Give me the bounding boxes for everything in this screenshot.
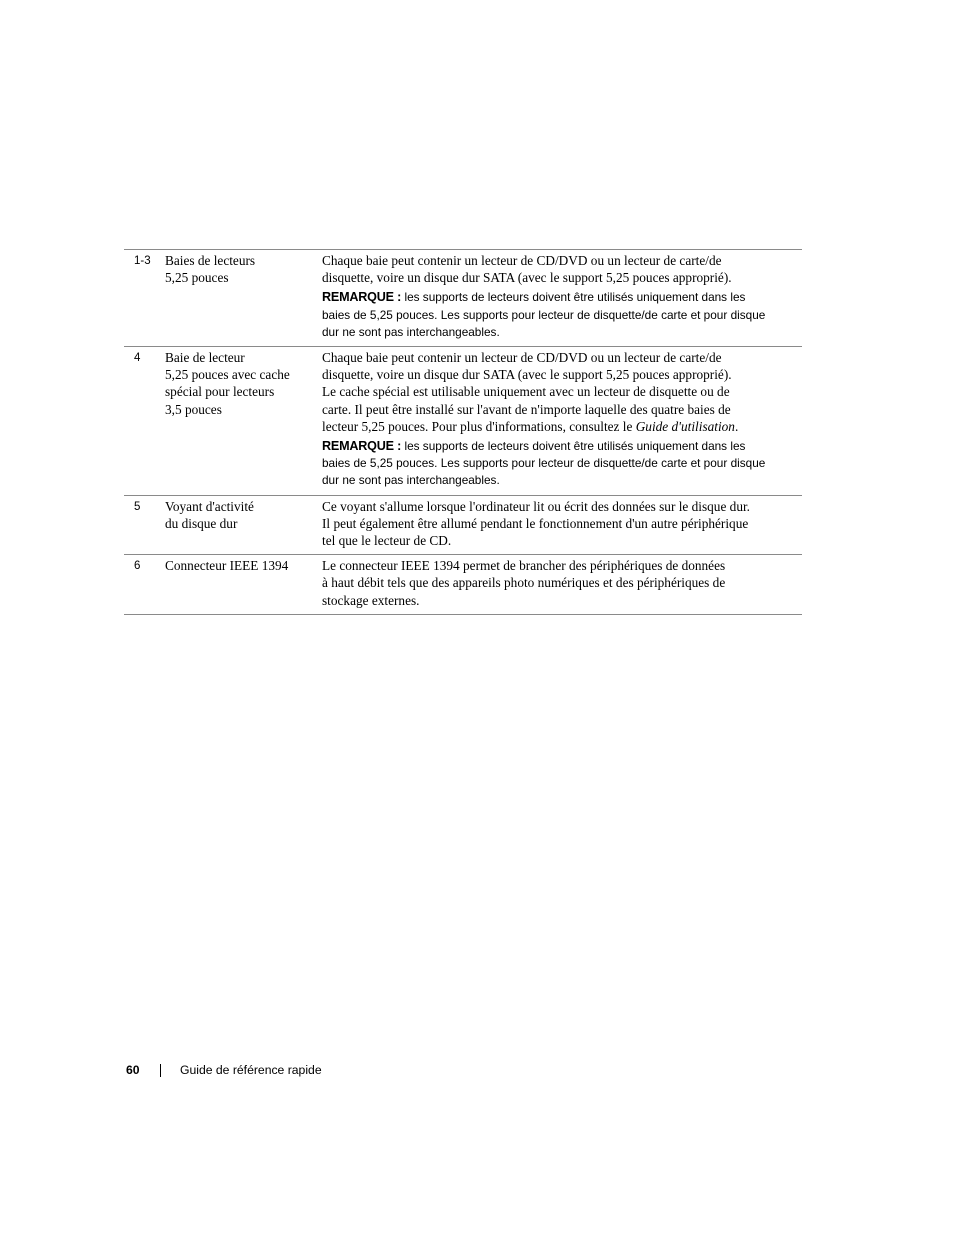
description-line: Chaque baie peut contenir un lecteur de CD/DVD ou un lecteur de carte/de [322, 253, 722, 268]
item-description [322, 252, 802, 341]
description-text: lecteur 5,25 pouces. Pour plus d'informations, consultez le [322, 418, 636, 434]
item-label-line: spécial pour lecteurs [165, 384, 275, 400]
note-label: REMARQUE : [322, 439, 402, 454]
item-label-line: Connecteur IEEE 1394 [165, 558, 289, 574]
item-label [165, 498, 322, 550]
item-label-line: 3,5 pouces [165, 401, 222, 417]
description-line: Le cache spécial est utilisable uniquement avec un lecteur de disquette ou de [322, 384, 730, 400]
footer-title: Guide de référence rapide [180, 1063, 322, 1077]
note-text: baies de 5,25 pouces. Les supports pour lecteur de disquette/de carte et pour disque [322, 307, 766, 322]
item-label-line: 5,25 pouces avec cache [165, 367, 290, 383]
description-line: Le connecteur IEEE 1394 permet de brancher des périphériques de données [322, 558, 726, 574]
footer-divider [160, 1064, 161, 1077]
item-number: 5 [134, 500, 141, 513]
table-row [124, 496, 802, 556]
page-footer [126, 1061, 322, 1079]
description-line: disquette, voire un disque dur SATA (avec le support 5,25 pouces approprié). [322, 270, 732, 286]
note-text: baies de 5,25 pouces. Les supports pour lecteur de disquette/de carte et pour disque [322, 456, 766, 471]
item-label [165, 252, 322, 341]
item-label-line: du disque dur [165, 515, 238, 531]
item-description [322, 557, 802, 609]
item-label-line: Voyant d'activité [165, 498, 254, 514]
table-row [124, 347, 802, 496]
item-number: 6 [134, 560, 141, 573]
note-label: REMARQUE : [322, 290, 402, 305]
item-label [165, 557, 322, 609]
item-label-line: Baie de lecteur [165, 350, 245, 366]
components-table [124, 249, 802, 615]
item-description [322, 498, 802, 550]
note-block [322, 289, 802, 341]
table-row [124, 555, 802, 615]
page-number: 60 [126, 1063, 140, 1077]
item-description [322, 349, 802, 490]
description-line: carte. Il peut être installé sur l'avant de n'importe laquelle des quatre baies de [322, 401, 731, 417]
description-line: Ce voyant s'allume lorsque l'ordinateur lit ou écrit des données sur le disque dur. [322, 498, 750, 514]
description-line: Il peut également être allumé pendant le fonctionnement d'un autre périphérique [322, 515, 749, 531]
item-number: 1-3 [134, 255, 151, 267]
description-line: stockage externes. [322, 592, 420, 608]
item-label [165, 349, 322, 490]
note-block [322, 438, 802, 490]
description-line: Chaque baie peut contenir un lecteur de CD/DVD ou un lecteur de carte/de [322, 350, 722, 366]
item-label-line: 5,25 pouces [165, 270, 229, 286]
item-label-line: Baies de lecteurs [165, 253, 256, 268]
note-text: les supports de lecteurs doivent être utilisés uniquement dans les [401, 439, 746, 454]
guide-reference: Guide d'utilisation [635, 418, 735, 434]
description-line [322, 418, 802, 435]
description-text: . [734, 418, 739, 434]
note-text: les supports de lecteurs doivent être utilisés uniquement dans les [401, 290, 746, 305]
description-line: tel que le lecteur de CD. [322, 533, 452, 549]
description-line: disquette, voire un disque dur SATA (avec le support 5,25 pouces approprié). [322, 367, 732, 383]
note-text: dur ne sont pas interchangeables. [322, 324, 500, 339]
description-line: à haut débit tels que des appareils photo numériques et des périphériques de [322, 575, 726, 591]
table-row [124, 250, 802, 347]
item-number: 4 [134, 352, 141, 365]
note-text: dur ne sont pas interchangeables. [322, 473, 500, 488]
